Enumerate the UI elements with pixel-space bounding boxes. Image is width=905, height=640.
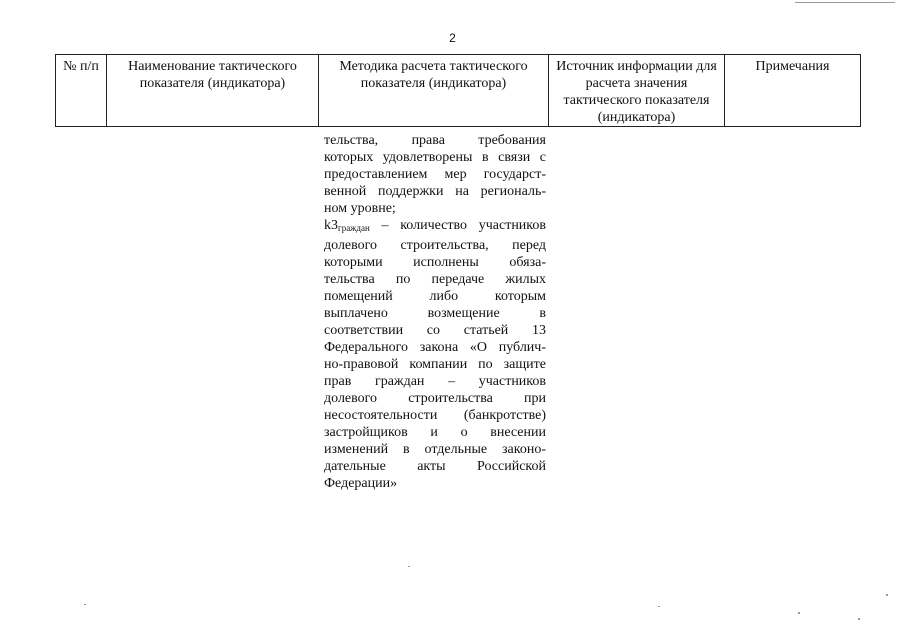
text-line: но-правовой компании по защите (324, 357, 546, 372)
methodology-block-2 (324, 237, 546, 492)
methodology-continuation-text (324, 132, 546, 492)
text-line: Федерации» (324, 476, 398, 491)
text-line: которых удовлетворены в связи с (324, 150, 546, 165)
scan-artifact-dot (84, 604, 86, 605)
scan-artifact-dot (798, 612, 800, 614)
text-line: предоставлением мер государст- (324, 167, 546, 182)
text-line: тельства, права требования (324, 133, 546, 148)
text-line: дательные акты Российской (324, 459, 546, 474)
text-line: застройщиков и о внесении (324, 425, 546, 440)
header-cell-indicator-name: Наименование тактического показателя (индикатора) (107, 55, 319, 127)
k-subscript: граждан (338, 223, 370, 233)
table-header-row (56, 55, 861, 127)
text-line: долевого строительства, перед (324, 238, 546, 253)
text-line: венной поддержки на региональ- (324, 184, 546, 199)
k-definition-line (324, 217, 546, 237)
header-cell-information-source: Источник информации для расчета значения тактического показателя (индикатора) (549, 55, 725, 127)
text-line: ном уровне; (324, 201, 396, 216)
text-line: которыми исполнены обяза- (324, 255, 546, 270)
text-line: изменений в отдельные законо- (324, 442, 546, 457)
text-line: Федерального закона «О публич- (324, 340, 546, 355)
k-definition-text: – количество участников (369, 218, 546, 233)
text-line: долевого строительства при (324, 391, 546, 406)
header-cell-number: № п/п (56, 55, 107, 127)
page-number: 2 (449, 31, 456, 45)
indicator-table-header (55, 54, 861, 127)
text-line: тельства по передаче жилых (324, 272, 546, 287)
scan-artifact-dot (408, 566, 410, 567)
scan-artifact-dot (886, 594, 888, 596)
scan-artifact-dot (858, 618, 860, 620)
text-line: несостоятельности (банкротстве) (324, 408, 546, 423)
header-cell-calculation-method: Методика расчета тактического показателя (индикатора) (319, 55, 549, 127)
text-line: помещений либо которым (324, 289, 546, 304)
k-symbol: k3 (324, 218, 338, 233)
methodology-block-1 (324, 132, 546, 217)
text-line: соответствии со статьей 13 (324, 323, 546, 338)
scan-artifact-dot (658, 606, 660, 607)
text-line: прав граждан – участников (324, 374, 546, 389)
text-line: выплачено возмещение в (324, 306, 546, 321)
header-cell-notes: Примечания (725, 55, 861, 127)
scan-artifact-top-right (795, 2, 895, 3)
